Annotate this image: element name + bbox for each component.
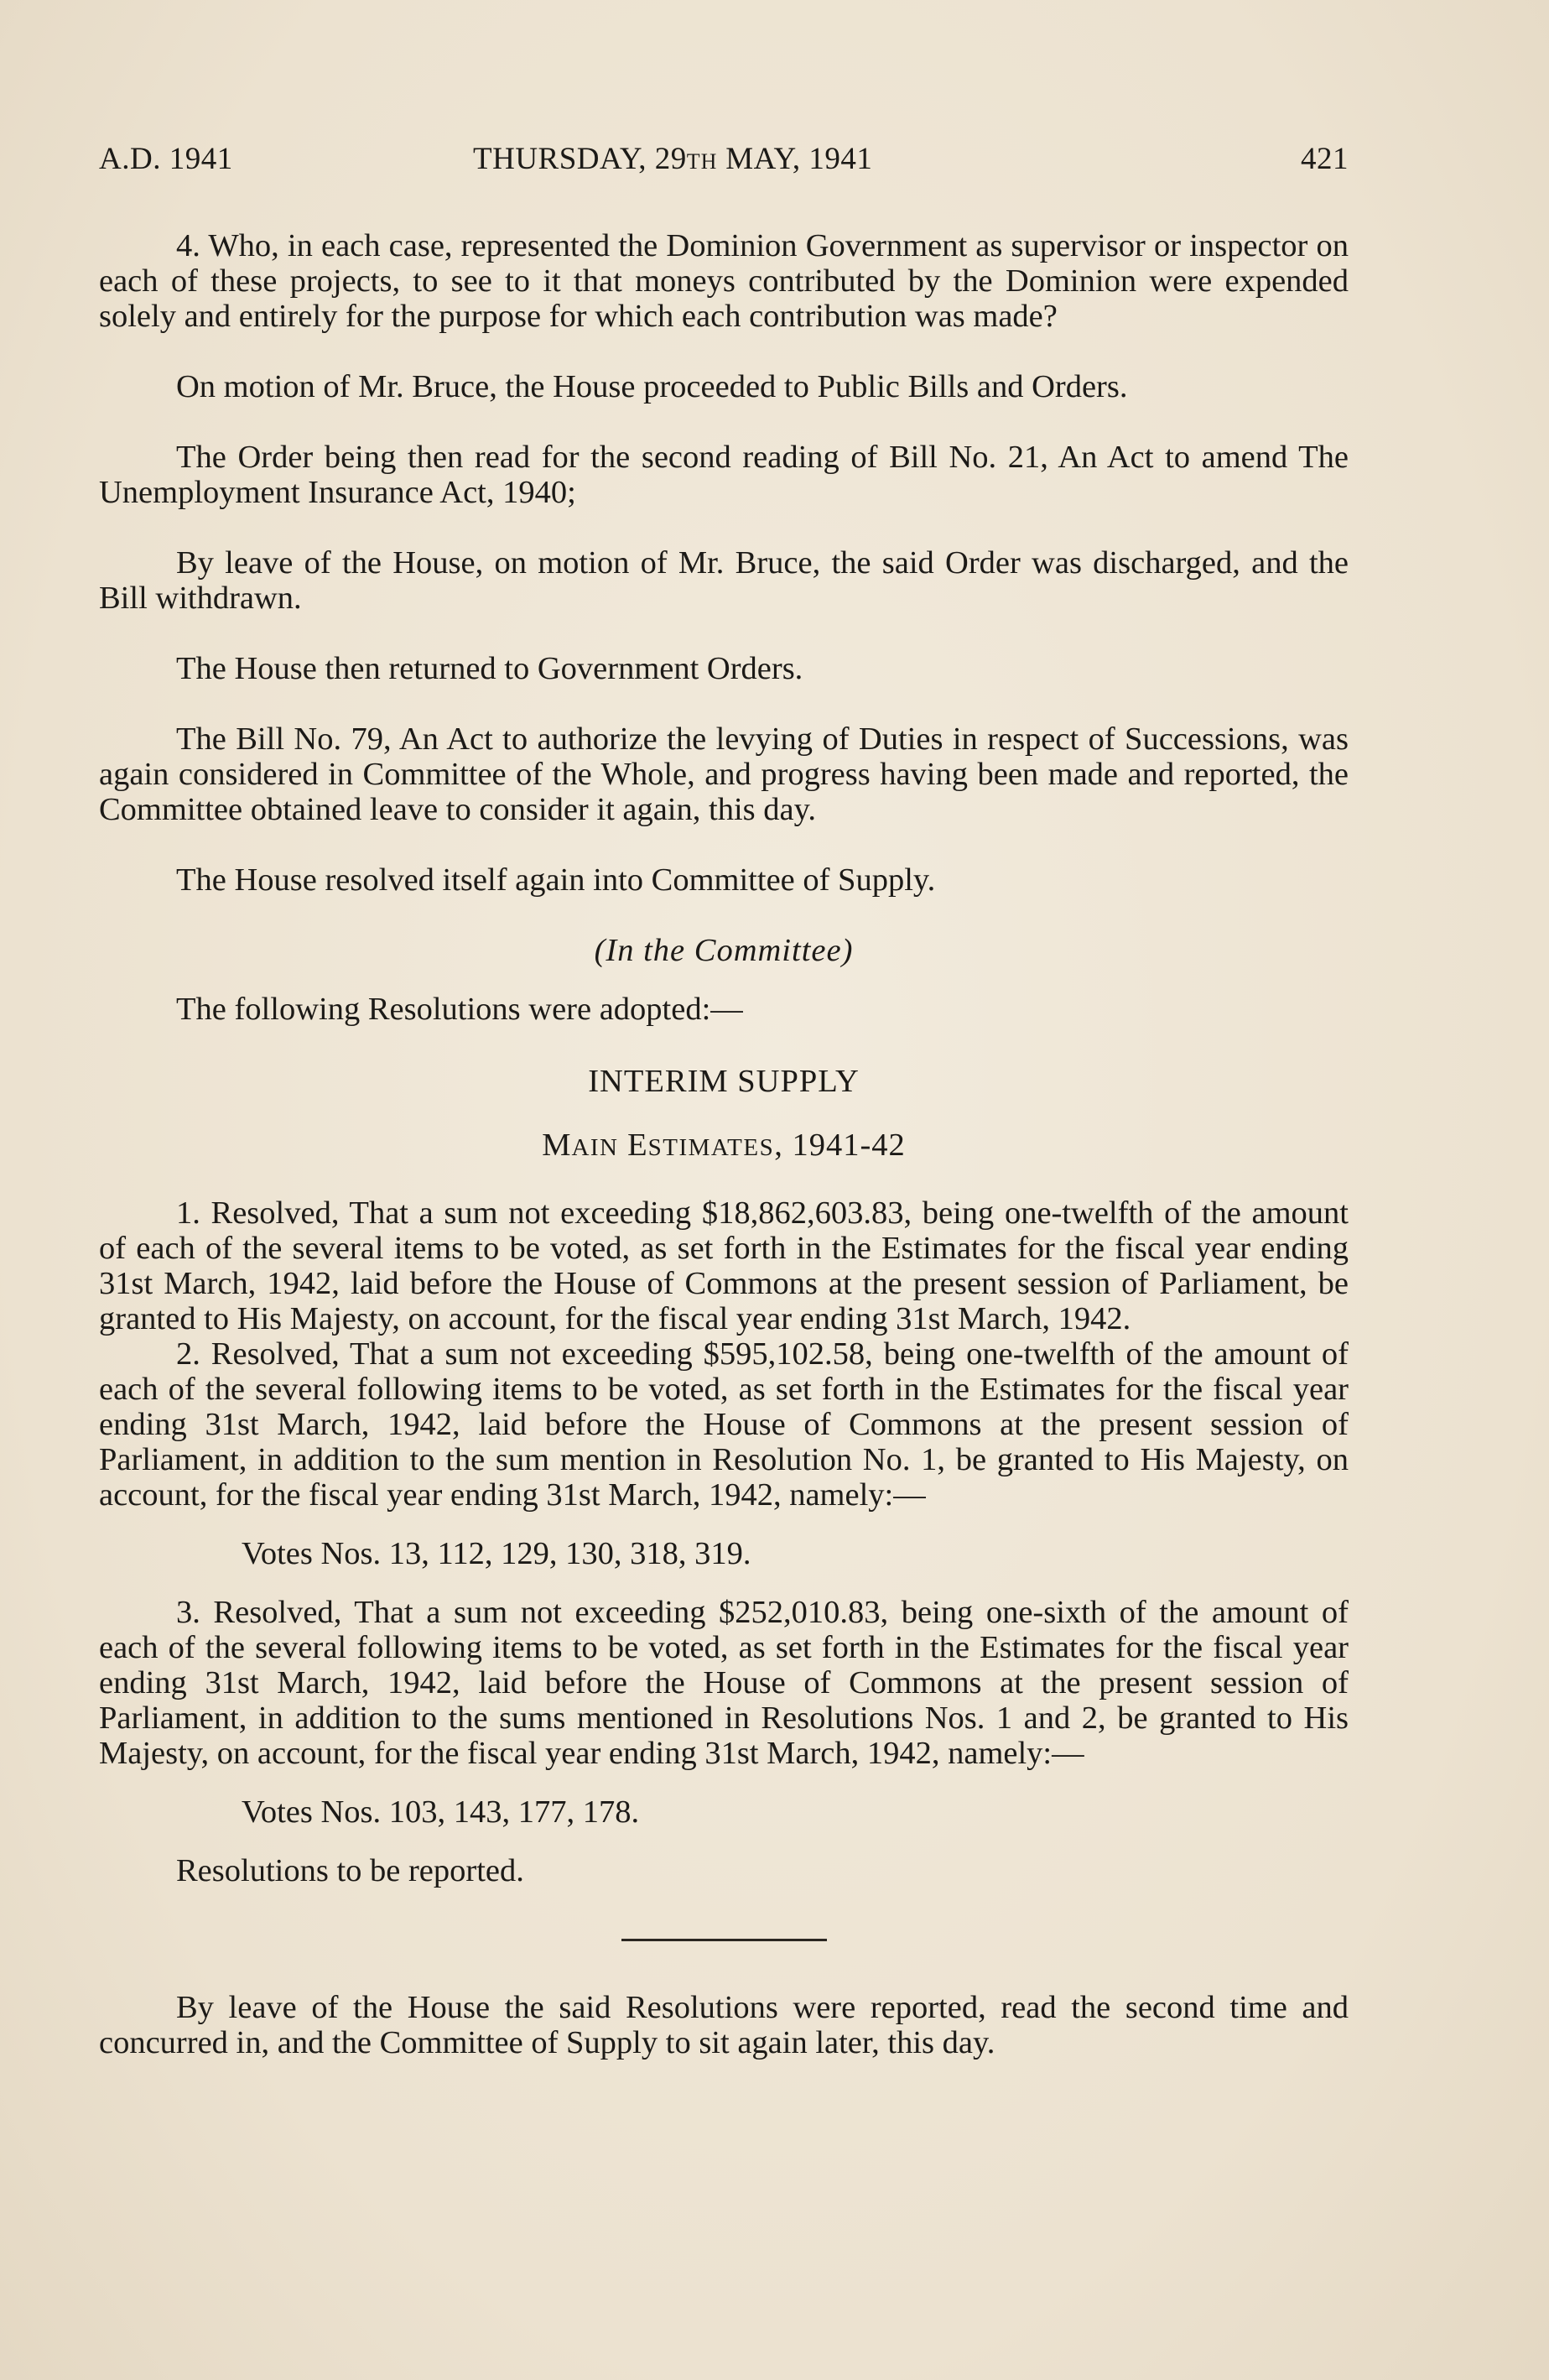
committee-paragraph: The House resolved itself again into Committee of Supply. xyxy=(176,862,936,898)
document-body xyxy=(99,228,1349,2060)
leave-paragraph: By leave of the House, on motion of Mr. Bruce, the said Order was discharged, and the Bill withdrawn. xyxy=(99,545,1349,616)
subheading-mid: E xyxy=(618,1128,648,1163)
header-date-ordinal: TH xyxy=(686,149,718,174)
resolution-1: 1. Resolved, That a sum not exceeding $18,862,603.83, being one-twelfth of the amount of each of the several items to be voted, as set forth in the Estimates for the fiscal year ending 31st March, 1942, laid before the House of Commons at the present session of Parliament, be granted to His Majesty, on account, for the fiscal year ending 31st March, 1942. xyxy=(99,1195,1349,1336)
subheading-suffix: , 1941-42 xyxy=(774,1128,906,1163)
committee-note: (In the Committee) xyxy=(594,933,854,968)
subheading-prefix: M xyxy=(542,1128,572,1163)
resolution-2: 2. Resolved, That a sum not exceeding $595,102.58, being one-twelfth of the amount of each of the several following items to be voted, as set forth in the Estimates for the fiscal year ending 31st March, 1942, laid before the House of Commons at the present session of Parliament, in addition to the sum mention in Resolution No. 1, be granted to His Majesty, on account, for the fiscal year ending 31st March, 1942, namely:— xyxy=(99,1336,1349,1513)
subheading-smallcaps-2: STIMATES xyxy=(647,1134,775,1161)
votes-list-2: Votes Nos. 103, 143, 177, 178. xyxy=(242,1794,640,1830)
section-divider xyxy=(621,1939,827,1941)
header-date-prefix: THURSDAY, 29 xyxy=(473,142,687,176)
motion-paragraph: On motion of Mr. Bruce, the House proceeded to Public Bills and Orders. xyxy=(176,369,1128,404)
concurrence-paragraph: By leave of the House the said Resolutions were reported, read the second time and concurred in, and the Committee of Supply to sit again later, this day. xyxy=(99,1990,1349,2060)
order-paragraph: The Order being then read for the second reading of Bill No. 21, An Act to amend The Unemployment Insurance Act, 1940; xyxy=(99,440,1349,510)
bill-paragraph: The Bill No. 79, An Act to authorize the levying of Duties in respect of Successions, was again considered in Committee of the Whole, and progress having been made and reported, the Committee obtained leave to consider it again, this day. xyxy=(99,721,1349,827)
section-subheading xyxy=(99,1128,1349,1165)
resolutions-reported: Resolutions to be reported. xyxy=(176,1853,524,1888)
page-number: 421 xyxy=(1301,142,1349,176)
question-paragraph: 4. Who, in each case, represented the Dominion Government as supervisor or inspector on each of these projects, to see to it that moneys contributed by the Dominion were expended solely and entirely for the purpose for which each contribution was made? xyxy=(99,228,1349,334)
running-header xyxy=(99,141,1349,183)
resolutions-intro: The following Resolutions were adopted:— xyxy=(176,992,743,1027)
header-date xyxy=(473,141,872,177)
resolution-3: 3. Resolved, That a sum not exceeding $252,010.83, being one-sixth of the amount of each of the several following items to be voted, as set forth in the Estimates for the fiscal year ending 31st March, 1942, laid before the House of Commons at the present session of Parliament, in addition to the sums mentioned in Resolutions Nos. 1 and 2, be granted to His Majesty, on account, for the fiscal year ending 31st March, 1942, namely:— xyxy=(99,1595,1349,1771)
section-heading: INTERIM SUPPLY xyxy=(588,1064,860,1099)
subheading-smallcaps-1: AIN xyxy=(571,1134,619,1161)
header-date-suffix: MAY, 1941 xyxy=(717,142,873,176)
votes-list-1: Votes Nos. 13, 112, 129, 130, 318, 319. xyxy=(242,1536,751,1571)
return-paragraph: The House then returned to Government Orders. xyxy=(176,651,803,686)
header-year: A.D. 1941 xyxy=(99,142,233,176)
